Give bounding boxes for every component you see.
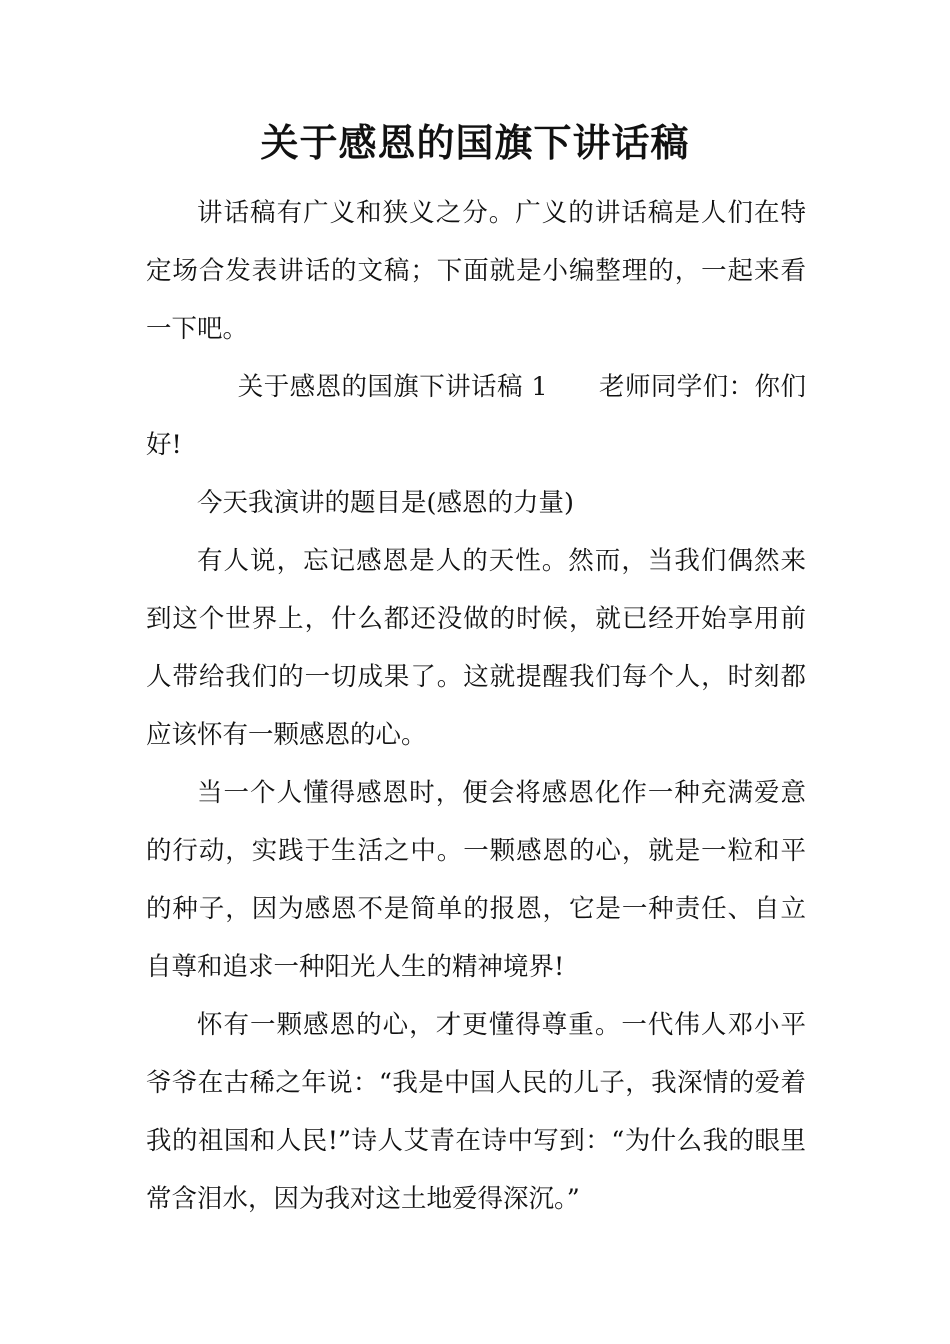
body-paragraph-topic: 今天我演讲的题目是(感恩的力量)	[197, 488, 574, 518]
document-body	[146, 184, 806, 1228]
section-heading-line	[146, 358, 806, 474]
section-heading: 关于感恩的国旗下讲话稿 1	[237, 372, 548, 402]
body-paragraph-respect: 怀有一颗感恩的心，才更懂得尊重。一代伟人邓小平爷爷在古稀之年说：“我是中国人民的儿子，我深情的爱着我的祖国和人民!”诗人艾青在诗中写到：“为什么我的眼里常含泪水，因为我对这土地爱得深沉。”	[146, 1010, 806, 1214]
intro-paragraph: 讲话稿有广义和狭义之分。广义的讲话稿是人们在特定场合发表讲话的文稿；下面就是小编整理的，一起来看一下吧。	[146, 198, 806, 344]
body-paragraph-gratitude-action: 当一个人懂得感恩时，便会将感恩化作一种充满爱意的行动，实践于生活之中。一颗感恩的心，就是一粒和平的种子，因为感恩不是简单的报恩，它是一种责任、自立自尊和追求一种阳光人生的精神境界!	[146, 778, 806, 982]
document-title: 关于感恩的国旗下讲话稿	[260, 121, 690, 165]
greeting: 老师同学们：你们好!	[146, 372, 806, 460]
body-paragraph-gratitude-nature: 有人说，忘记感恩是人的天性。然而，当我们偶然来到这个世界上，什么都还没做的时候，就已经开始享用前人带给我们的一切成果了。这就提醒我们每个人，时刻都应该怀有一颗感恩的心。	[146, 546, 806, 750]
